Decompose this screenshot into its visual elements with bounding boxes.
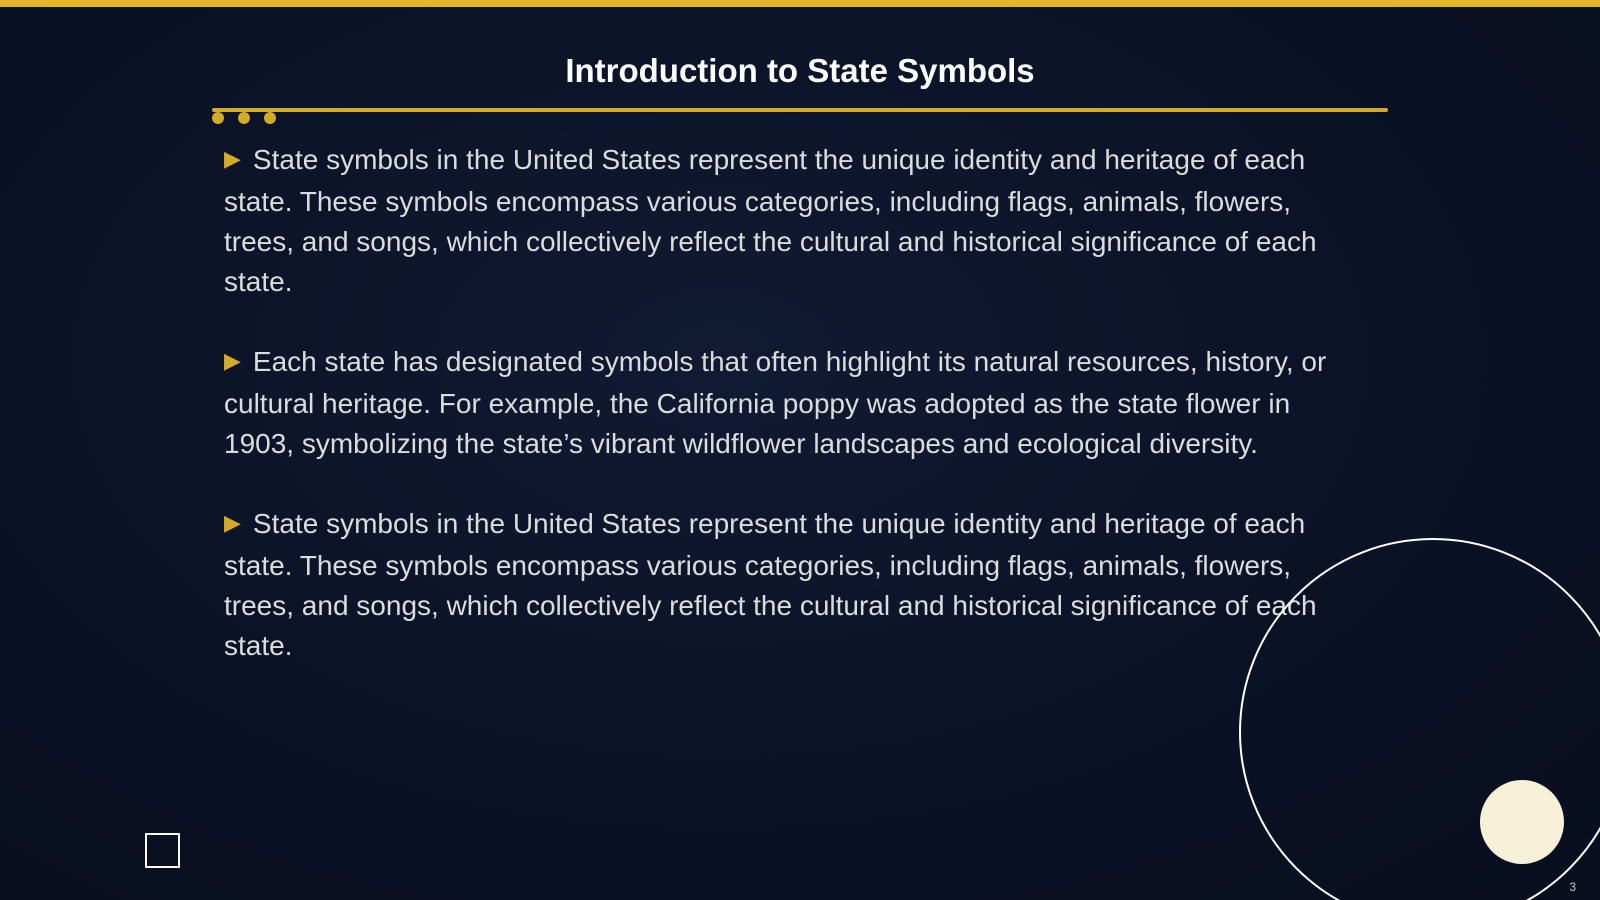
bullet-text: Each state has designated symbols that often highlight its natural resources, history, or cultural heritage. For example, the California poppy was adopted as the state flower in 1903, symbolizing the state’s vibrant wildflower landscapes and ecological diversity. [224,346,1327,459]
decorative-dot [238,112,250,124]
bullet-arrow-icon: ▶ [224,348,241,373]
page-number: 3 [1569,880,1576,894]
bullet-item [224,504,1344,666]
bullet-arrow-icon: ▶ [224,146,241,171]
decorative-filled-circle [1480,780,1564,864]
decorative-dot [264,112,276,124]
decorative-dot [212,112,224,124]
bullet-text: State symbols in the United States represent the unique identity and heritage of each state. These symbols encompass various categories, including flags, animals, flowers, trees, and songs, which collectively reflect the cultural and historical significance of each state. [224,144,1317,297]
bullet-item [224,140,1344,302]
bullet-list [224,140,1344,706]
bullet-text: State symbols in the United States represent the unique identity and heritage of each state. These symbols encompass various categories, including flags, animals, flowers, trees, and songs, which collectively reflect the cultural and historical significance of each state. [224,508,1317,661]
top-accent-bar [0,0,1600,7]
slide-title: Introduction to State Symbols [565,52,1035,89]
decorative-square [145,833,180,868]
bullet-arrow-icon: ▶ [224,510,241,535]
bullet-item [224,342,1344,464]
title-underline [212,108,1388,112]
